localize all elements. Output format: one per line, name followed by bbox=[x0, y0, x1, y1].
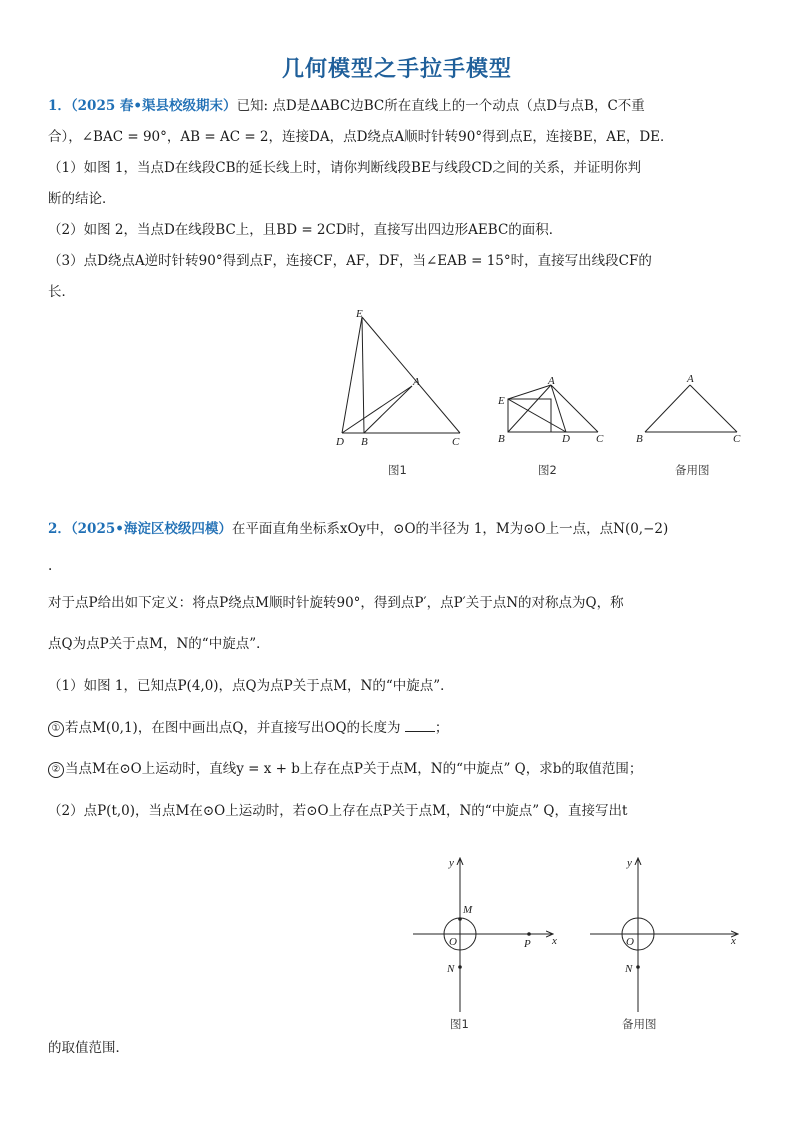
fig-a-label-y: y bbox=[449, 857, 454, 869]
fig3-label-B: B bbox=[636, 433, 643, 445]
fig-a-label-M: M bbox=[463, 904, 473, 916]
fig2-label-D: D bbox=[562, 433, 570, 445]
page-title: 几何模型之手拉手模型 bbox=[281, 57, 512, 82]
p2-source: （2025•海淀区校级四模） bbox=[70, 521, 232, 537]
answer-blank bbox=[405, 719, 435, 732]
fig-b-label-y: y bbox=[627, 857, 632, 869]
p1-fig3-caption: 备用图 bbox=[675, 463, 710, 477]
p2-text-6: 当点M在⊙O上运动时，直线y = x + b上存在点P关于点M，N的“中旋点” Q，求b的取值范围； bbox=[65, 761, 643, 777]
fig1-label-C: C bbox=[452, 436, 460, 448]
p2-figures bbox=[405, 852, 765, 1027]
p1-number: 1． bbox=[48, 98, 71, 114]
fig-a-label-P: P bbox=[524, 938, 531, 950]
p2-text-5-end: ； bbox=[434, 720, 449, 736]
point-N-2 bbox=[636, 965, 640, 969]
p2-fig2-caption: 备用图 bbox=[622, 1017, 657, 1031]
p2-line-5 bbox=[48, 718, 448, 738]
fig1-label-D: D bbox=[336, 436, 344, 448]
p2-line-1 bbox=[48, 519, 668, 539]
p1-line-3: （1）如图 1，当点D在线段CB的延长线上时，请你判断线段BE与线段CD之间的关系，并证明你判 bbox=[48, 160, 641, 176]
p1-figure-3 bbox=[645, 385, 737, 432]
fig2-label-A: A bbox=[548, 375, 555, 387]
p2-line-1b: . bbox=[48, 558, 53, 574]
p1-text-1: 已知: 点D是ΔABC边BC所在直线上的一个动点（点D与点B，C不重 bbox=[236, 98, 645, 114]
p1-line-1 bbox=[48, 96, 645, 116]
p1-figure-1 bbox=[342, 317, 460, 433]
fig1-label-B: B bbox=[361, 436, 368, 448]
p2-line-3: 点Q为点P关于点M，N的“中旋点”． bbox=[48, 636, 270, 652]
circled-1: ① bbox=[48, 721, 64, 737]
point-N bbox=[458, 965, 462, 969]
p1-line-5: （2）如图 2，当点D在线段BC上，且BD = 2CD时，直接写出四边形AEBC的面积． bbox=[48, 222, 563, 238]
fig-b-label-x: x bbox=[731, 935, 736, 947]
fig3-label-C: C bbox=[733, 433, 741, 445]
fig-a-label-N: N bbox=[447, 963, 455, 975]
p2-figure-2 bbox=[590, 858, 738, 1012]
p2-line-2: 对于点P给出如下定义：将点P绕点M顺时针旋转90°，得到点P′，点P′关于点N的对称点为Q，称 bbox=[48, 595, 624, 611]
p1-fig1-caption: 图1 bbox=[388, 463, 407, 477]
p1-figure-2 bbox=[508, 385, 598, 432]
p1-line-4: 断的结论． bbox=[48, 191, 116, 207]
p2-text-5: 若点M(0,1)，在图中画出点Q，并直接写出OQ的长度为 bbox=[65, 720, 401, 736]
p1-line-7: 长． bbox=[48, 284, 75, 300]
point-P bbox=[527, 932, 531, 936]
point-M bbox=[458, 917, 462, 921]
fig-b-label-O: O bbox=[626, 936, 634, 948]
p2-fig1-caption: 图1 bbox=[450, 1017, 469, 1031]
fig2-label-E: E bbox=[498, 395, 505, 407]
p2-line-8: 的取值范围． bbox=[48, 1040, 129, 1056]
p2-line-7: （2）点P(t,0)，当点M在⊙O上运动时，若⊙O上存在点P关于点M，N的“中旋点” Q，直接写出t bbox=[48, 803, 628, 819]
p1-line-6: （3）点D绕点A逆时针转90°得到点F，连接CF，AF，DF，当∠EAB = 15°时，直接写出线段CF的 bbox=[48, 253, 652, 269]
fig2-label-C: C bbox=[596, 433, 604, 445]
fig-a-label-x: x bbox=[552, 935, 557, 947]
p1-fig2-caption: 图2 bbox=[538, 463, 557, 477]
p2-line-4: （1）如图 1，已知点P(4,0)，点Q为点P关于点M，N的“中旋点”． bbox=[48, 678, 454, 694]
p1-source: （2025 春•渠县校级期末） bbox=[70, 98, 237, 114]
fig-b-label-N: N bbox=[625, 963, 633, 975]
p2-text-1: 在平面直角坐标系xOy中，⊙O的半径为 1，M为⊙O上一点，点N(0,−2) bbox=[231, 521, 669, 537]
fig2-label-B: B bbox=[498, 433, 505, 445]
p1-line-2: 合），∠BAC = 90°，AB = AC = 2，连接DA，点D绕点A顺时针转90°得到点E，连接BE，AE，DE． bbox=[48, 129, 674, 145]
fig-a-label-O: O bbox=[449, 936, 457, 948]
p2-line-6 bbox=[48, 759, 642, 779]
fig1-label-A: A bbox=[413, 376, 420, 388]
p1-figures bbox=[320, 300, 770, 460]
fig3-label-A: A bbox=[687, 373, 694, 385]
circled-2: ② bbox=[48, 762, 64, 778]
fig1-label-E: E bbox=[356, 308, 363, 320]
p2-number: 2． bbox=[48, 521, 71, 537]
p2-figure-1 bbox=[413, 858, 553, 1012]
